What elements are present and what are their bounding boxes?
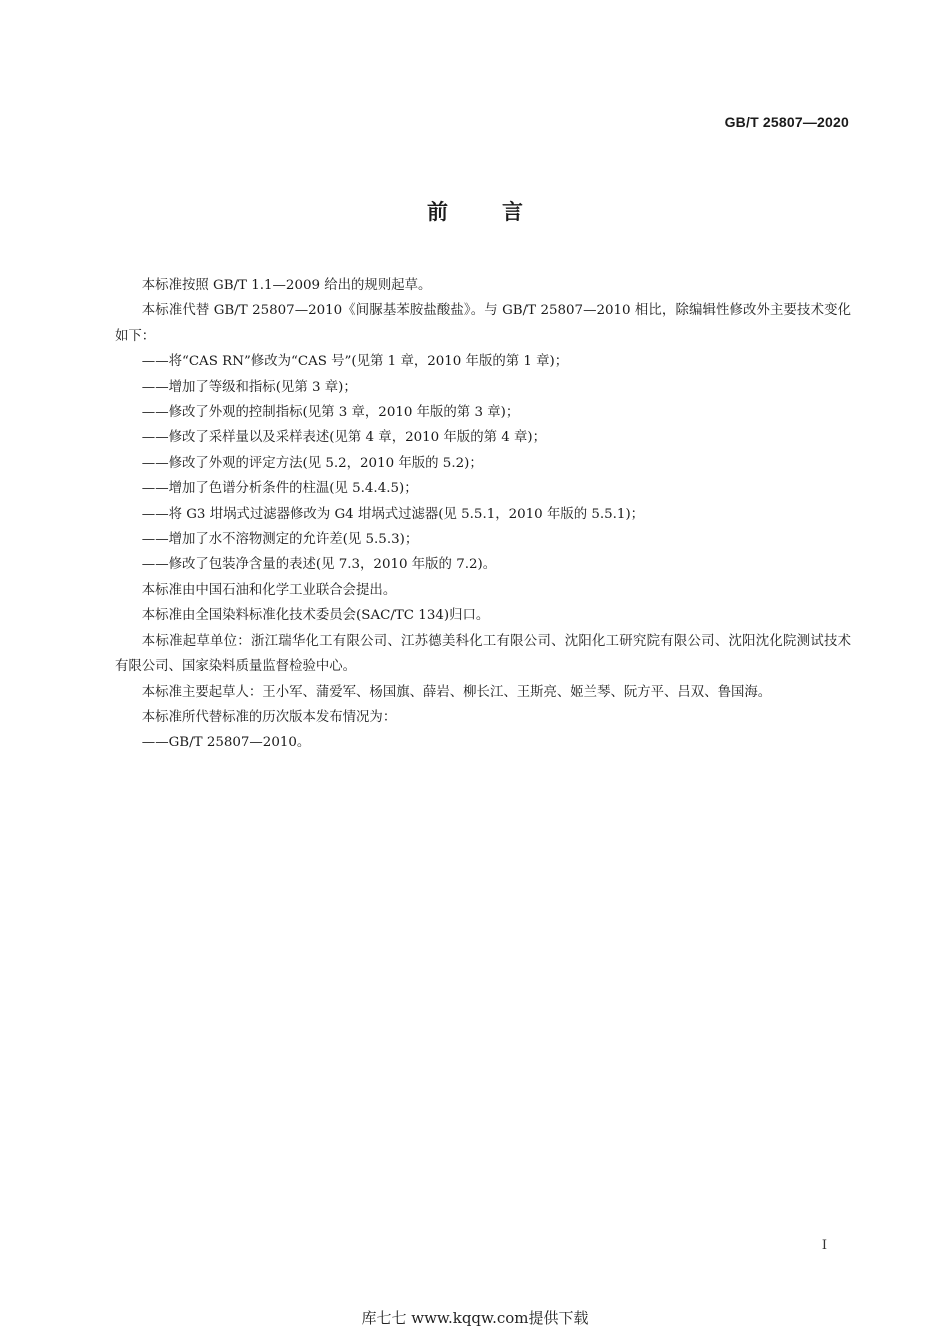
standard-code: GB/T 25807—2020 <box>724 114 849 130</box>
change-item: ——增加了色谱分析条件的柱温(见 5.4.4.5)； <box>141 481 418 497</box>
page-title: 前言 <box>427 200 577 224</box>
change-item: ——增加了等级和指标(见第 3 章)； <box>141 379 357 395</box>
paragraph-history: 本标准所代替标准的历次版本发布情况为： <box>141 709 397 725</box>
paragraph-drafters: 本标准主要起草人：王小军、蒲爱军、杨国旗、薛岩、柳长江、王斯亮、姬兰琴、阮方平、吕双、鲁国海。 <box>141 684 772 700</box>
page-number: I <box>821 1238 827 1253</box>
history-item: ——GB/T 25807—2010。 <box>141 735 311 751</box>
paragraph-replaces: 本标准代替 GB/T 25807—2010《间脲基苯胺盐酸盐》。与 GB/T 25807—2010 相比，除编辑性修改外主要技术变化如下： <box>115 303 851 344</box>
change-item: ——修改了采样量以及采样表述(见第 4 章，2010 年版的第 4 章)； <box>141 430 547 446</box>
footer-watermark: 库七七 www.kqqw.com提供下载 <box>361 1309 589 1327</box>
change-item: ——增加了水不溶物测定的允许差(见 5.5.3)； <box>141 532 419 548</box>
paragraph-drafting-rules: 本标准按照 GB/T 1.1—2009 给出的规则起草。 <box>141 278 432 293</box>
change-item: ——将“CAS RN”修改为“CAS 号”(见第 1 章，2010 年版的第 1 章)； <box>141 354 569 370</box>
change-item: ——修改了外观的评定方法(见 5.2，2010 年版的 5.2)； <box>141 455 483 471</box>
change-item: ——修改了包装净含量的表述(见 7.3，2010 年版的 7.2)。 <box>141 557 497 573</box>
paragraph-committee: 本标准由全国染料标准化技术委员会(SAC/TC 134)归口。 <box>141 608 490 624</box>
paragraph-proposer: 本标准由中国石油和化学工业联合会提出。 <box>141 582 397 598</box>
change-item: ——将 G3 坩埚式过滤器修改为 G4 坩埚式过滤器(见 5.5.1，2010 年版的 5.5.1)； <box>141 506 645 522</box>
change-item: ——修改了外观的控制指标(见第 3 章，2010 年版的第 3 章)； <box>141 405 520 421</box>
paragraph-drafting-units: 本标准起草单位：浙江瑞华化工有限公司、江苏德美科化工有限公司、沈阳化工研究院有限公司、沈阳沈化院测试技术有限公司、国家染料质量监督检验中心。 <box>115 633 851 675</box>
document-body <box>115 273 851 756</box>
